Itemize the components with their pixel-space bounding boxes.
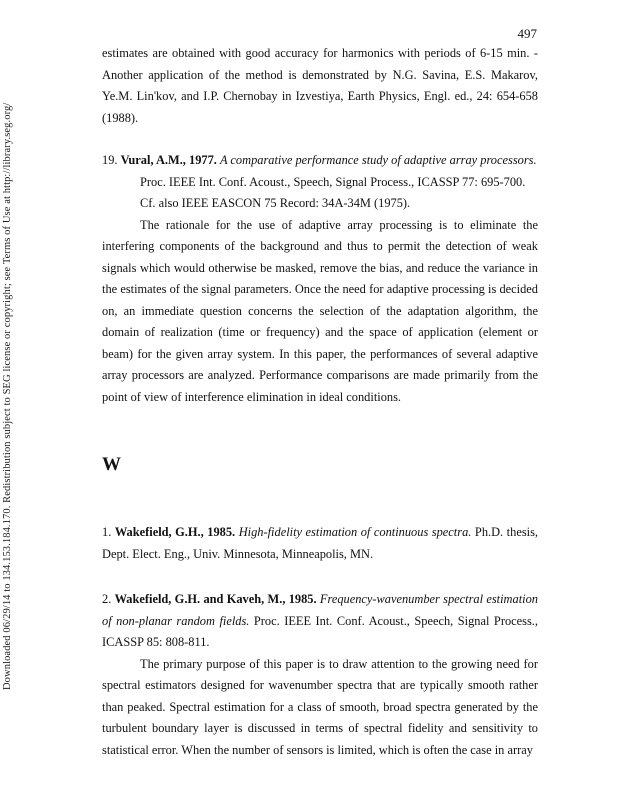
reference-number: 19. bbox=[102, 153, 118, 167]
page-number: 497 bbox=[517, 26, 537, 41]
reference-authors: Vural, A.M., 1977. bbox=[120, 153, 217, 167]
reference-source: Proc. IEEE Int. Conf. Acoust., Speech, Signal Process., ICASSP 77: 695-700. bbox=[140, 174, 526, 189]
reference-entry bbox=[102, 522, 538, 565]
download-notice: Downloaded 06/29/14 to 134.153.184.170. Redistribution subject to SEG license or copyright; see Terms of Use at http://library.seg.org/ bbox=[2, 102, 13, 690]
reference-abstract: The rationale for the use of adaptive array processing is to eliminate the interfering components of the background and thus to permit the detection of weak signals which would otherwise be masked, remove the bias, and reduce the variance in the estimates of the signal parameters. Once the need for adaptive processing is decided on, an immediate question concerns the selection of the adaptation algorithm, the domain of realization (time or frequency) and the space of application (element or beam) for the given array system. In this paper, the performances of several adaptive array processors are analyzed. Performance comparisons are made primarily from the point of view of interference elimination in ideal conditions. bbox=[102, 217, 538, 404]
reference-source: Proc. IEEE Int. Conf. Acoust., Speech, Signal Process., ICASSP 85: 808-811. bbox=[102, 613, 538, 649]
page-body bbox=[102, 43, 538, 761]
section-heading: W bbox=[102, 454, 121, 475]
reference-title: High-fidelity estimation of continuous spectra. bbox=[238, 525, 472, 539]
reference-source-alt: Cf. also IEEE EASCON 75 Record: 34A-34M (1975). bbox=[140, 196, 411, 210]
reference-source: Ph.D. thesis, Dept. Elect. Eng., Univ. Minnesota, Minneapolis, MN. bbox=[102, 525, 539, 561]
carryover-paragraph: estimates are obtained with good accuracy for harmonics with periods of 6-15 min. - Another application of the method is demonstrated by N.G. Savina, E.S. Makarov, Ye.M. Lin'kov, and I.P. Chernobay in Izvestiya, Earth Physics, Engl. ed., 24: 654-658 (1988). bbox=[102, 46, 538, 125]
reference-title: Frequency-wavenumber spectral estimation of non-planar random fields. bbox=[102, 592, 538, 628]
reference-number: 1. bbox=[102, 525, 112, 539]
reference-citation bbox=[102, 589, 538, 654]
reference-number: 2. bbox=[102, 592, 112, 606]
reference-title: A comparative performance study of adaptive array processors. bbox=[219, 153, 537, 167]
reference-citation bbox=[102, 522, 538, 565]
reference-citation bbox=[102, 150, 538, 172]
reference-authors: Wakefield, G.H., 1985. bbox=[114, 525, 236, 539]
reference-entry bbox=[102, 589, 538, 761]
reference-abstract: The primary purpose of this paper is to draw attention to the growing need for spectral estimators designed for wavenumber spectra that are typically smooth rather than peaked. Spectral estimation for a class of smooth, broad spectra generated by the turbulent boundary layer is discussed in terms of spectral fidelity and sensitivity to statistical error. When the number of sensors is limited, which is often the case in array bbox=[102, 656, 538, 757]
reference-authors: Wakefield, G.H. and Kaveh, M., 1985. bbox=[114, 592, 317, 606]
reference-entry bbox=[102, 150, 538, 408]
